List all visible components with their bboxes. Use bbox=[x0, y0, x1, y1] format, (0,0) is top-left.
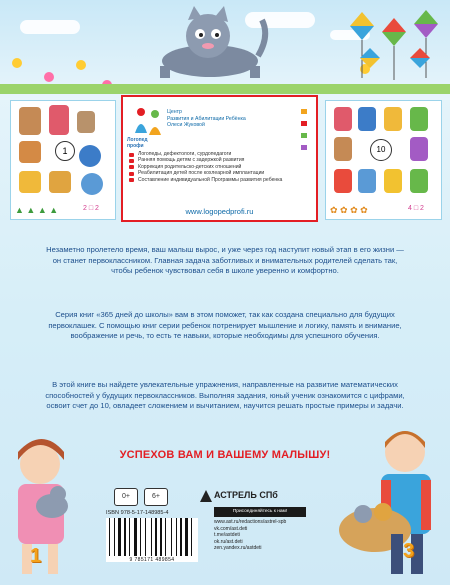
age-rating-badge: 6+ bbox=[144, 488, 168, 506]
bullet-icon bbox=[301, 145, 307, 150]
service-item: Составление индивидуальной Программы развития ребенка bbox=[129, 177, 314, 183]
toy-doll bbox=[358, 169, 376, 193]
toy-spinning-top bbox=[79, 145, 101, 167]
boy-with-basket-illustration bbox=[335, 420, 450, 585]
logopedprofi-logo bbox=[131, 105, 165, 141]
center-name bbox=[167, 109, 307, 129]
toy-clown bbox=[49, 105, 69, 135]
barcode bbox=[106, 518, 198, 562]
barcode-bar bbox=[191, 518, 192, 556]
left-preview-panel bbox=[10, 100, 116, 220]
toy-doll bbox=[384, 169, 402, 193]
toy-bear bbox=[77, 111, 95, 133]
girl-with-cat-illustration bbox=[0, 430, 100, 585]
barcode-bar bbox=[109, 518, 110, 556]
subscribe-banner: Присоединяйтесь к нам! bbox=[214, 507, 306, 517]
isbn: ISBN 978-5-17-148985-4 bbox=[106, 510, 169, 516]
barcode-bar bbox=[165, 518, 166, 556]
center-info-card bbox=[121, 95, 318, 222]
publisher-name: АСТРЕЛЬ СПб bbox=[214, 490, 278, 500]
toy-doll bbox=[334, 169, 352, 193]
barcode-digits: 9 785171 489854 bbox=[129, 557, 175, 563]
toy-lion bbox=[49, 171, 71, 193]
barcode-bar bbox=[180, 518, 182, 556]
flower bbox=[44, 72, 54, 82]
service-item: Реабилитация детей после кохлеарной имплантации bbox=[129, 170, 314, 176]
compare-task: 2 □ 2 bbox=[83, 205, 99, 212]
bullet-icon bbox=[301, 109, 307, 114]
center-line: Развития и Абилитации Ребёнка bbox=[167, 115, 246, 122]
leaf-row: ✿ ✿ ✿ ✿ bbox=[330, 205, 368, 215]
bullet-icon bbox=[301, 121, 307, 126]
toy-spinning-top bbox=[81, 173, 103, 195]
toy-doll bbox=[410, 107, 428, 131]
number-circle: 10 bbox=[370, 139, 392, 161]
center-line: Центр bbox=[167, 109, 182, 115]
toy-bear bbox=[19, 141, 41, 163]
barcode-bar bbox=[118, 518, 121, 556]
barcode-bar bbox=[124, 518, 126, 556]
barcode-bar bbox=[114, 518, 115, 556]
astrel-logo-icon bbox=[200, 489, 212, 501]
barcode-bar bbox=[145, 518, 146, 556]
kites-illustration bbox=[340, 8, 448, 88]
services-list bbox=[129, 151, 314, 183]
number-circle: 1 bbox=[55, 141, 75, 161]
barcode-bar bbox=[155, 518, 157, 556]
social-link[interactable]: vk.com/ast.deti bbox=[214, 525, 248, 532]
series-paragraph: Серия книг «365 дней до школы» вам в этом поможет, так как создана специально для будущих первоклашек. С помощью книг серии ребенок потренирует мышление и логику, память и внимание, воображение и речь, то есть те навыки, которые необходимы для успешного обучения. bbox=[48, 310, 402, 341]
cat-illustration bbox=[140, 6, 270, 86]
icon-column bbox=[301, 109, 309, 150]
corner-number-right: 3 bbox=[403, 540, 415, 562]
barcode-bar bbox=[176, 518, 177, 556]
center-line: Олеси Жуковой bbox=[167, 122, 205, 129]
social-link[interactable]: www.ast.ru/redactions/astrel-spb bbox=[214, 519, 287, 525]
toy-bear bbox=[19, 107, 41, 135]
website-url[interactable]: www.logopedprofi.ru bbox=[185, 207, 254, 216]
bullet-icon bbox=[301, 133, 307, 138]
right-preview-panel bbox=[325, 100, 442, 220]
barcode-bar bbox=[171, 518, 172, 556]
toy-doll bbox=[410, 137, 428, 161]
social-link[interactable]: t.me/astdeti bbox=[214, 532, 240, 539]
service-item: Коррекция родительско-детских отношений bbox=[129, 164, 314, 170]
toy-doll bbox=[334, 107, 352, 131]
service-item: Ранняя помощь детям с задержкой развития bbox=[129, 157, 314, 163]
social-link[interactable]: zen.yandex.ru/astdeti bbox=[214, 545, 262, 552]
tree-row: ▲ ▲ ▲ ▲ bbox=[15, 205, 59, 215]
compare-task: 4 □ 2 bbox=[408, 205, 424, 212]
age-rating-badge: 0+ bbox=[114, 488, 138, 506]
slogan: УСПЕХОВ ВАМ И ВАШЕМУ МАЛЫШУ! bbox=[119, 449, 331, 461]
toy-doll bbox=[358, 107, 376, 131]
toy-lion bbox=[19, 171, 41, 193]
toy-bear bbox=[334, 137, 352, 161]
logo-text: Логопед профи bbox=[127, 137, 148, 149]
barcode-bar bbox=[134, 518, 137, 556]
barcode-bar bbox=[185, 518, 188, 556]
flower bbox=[76, 60, 86, 70]
barcode-bar bbox=[129, 518, 130, 556]
intro-paragraph: Незаметно пролетело время, ваш малыш вырос, и уже через год наступит новый этап в его жизни — он станет первоклассником. Главная задача заботливых и внимательных родителей сделать так, чтобы ребенок чувствовал себя в школе уверенно и комфортно. bbox=[46, 245, 404, 276]
social-link[interactable]: ok.ru/ast.deti bbox=[214, 538, 243, 545]
barcode-bar bbox=[160, 518, 162, 556]
toy-doll bbox=[384, 107, 402, 131]
flower bbox=[12, 58, 22, 68]
cloud bbox=[20, 20, 80, 34]
corner-number-left: 1 bbox=[30, 545, 42, 567]
social-links bbox=[214, 519, 286, 552]
service-item: Логопеды, дефектологи, сурдопедагоги bbox=[129, 151, 314, 157]
toy-doll bbox=[410, 169, 428, 193]
barcode-bar bbox=[140, 518, 141, 556]
barcode-bar bbox=[151, 518, 152, 556]
book-paragraph: В этой книге вы найдете увлекательные упражнения, направленные на развитие математических способностей у будущих первоклассников. Выполняя задания, юный ученик ознакомится с цифрами, освоит счет до 10, овладеет сложением и вычитанием, научится решать простые примеры и задачи. bbox=[45, 380, 405, 411]
